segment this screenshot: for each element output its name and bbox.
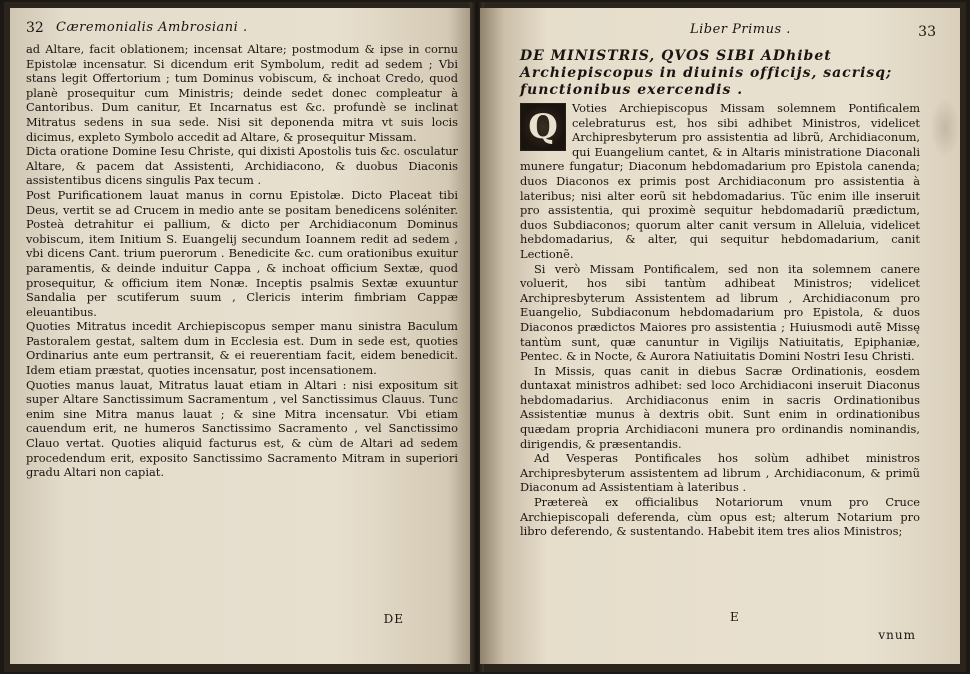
paragraph: Quoties Mitratus incedit Archiepiscopus semper manu sinistra Baculum Pastoralem gestat, saltem dum in Ecclesia est. Dum in sede est, quoties Ordinarius ante eum pertransit, & ei reuerentiam facit, eidem benedicit. Idem etiam præstat, quoties incensatur, post incensationem. xyxy=(26,319,458,378)
paragraph xyxy=(520,101,920,262)
right-catchword: vnum xyxy=(878,628,916,642)
left-running-title: Cæremonialis Ambrosiani . xyxy=(56,20,248,35)
right-page xyxy=(480,8,960,664)
paragraph: Post Purificationem lauat manus in cornu Epistolæ. Dicto Placeat tibi Deus, vertit se ad Crucem in medio ante se positam benedicens soléniter. Posteà detrahitur ei pallium, & dicto per Archidiaconum Dominus vobiscum, item Initium S. Euangelij secundum Ioannem redit ad sedem , vbi dicens Cant. trium puerorum . Benedicite &c. cum orationibus exuitur paramentis, & deinde induitur Cappa , & inchoat officium Sextæ, quod prosequitur, & officium item Nonæ. Inceptis psalmis Sextæ exuuntur Sandalia per scutiferum suum , Clericis interim fimbriam Cappæ eleuantibus. xyxy=(26,187,458,319)
paragraph-text: Voties Archiepiscopus Missam solemnem Pontificalem celebraturus est, hos sibi adhibet Ministros, videlicet Archipresbyterum pro assistentia ad librũ, Archidiaconum, qui Euangelium cantet, & in Altaris ministratione Diaconali munere fungatur; Diaconum hebdomadarium pro Epistola canenda; duos Diaconos ex primis post Archidiaconum pro assistentia à lateribus; nisi alter eorũ sit hebdomadarius. Tũc enim ille inseruit pro assistentia, qui proximè sequitur hebdomadariũ prædictum, duos Subdiaconos; quorum alter canit versum in Alleluia, videlicet hebdomadarius, & alter, qui sequitur hebdomadarium, canit Lectionẽ. xyxy=(520,101,920,261)
right-running-title: Liber Primus . xyxy=(690,22,791,37)
right-body-text xyxy=(520,101,920,539)
left-body-text xyxy=(26,42,458,480)
right-running-head xyxy=(520,18,936,42)
paragraph: Prætereà ex officialibus Notariorum vnum pro Cruce Archiepiscopali deferenda, cùm opus est; alterum Notarium pro libro deferendo, & sustentando. Habebit item tres alios Ministros; xyxy=(520,495,920,539)
chapter-title: DE MINISTRIS, QVOS SIBI ADhibet Archiepiscopus in diuinis officijs, sacrisq; functionibus exercendis . xyxy=(520,48,893,98)
paragraph: Dicta oratione Domine Iesu Christe, qui dixisti Apostolis tuis &c. osculatur Altare, & pacem dat Assistenti, Archidiacono, & duobus Diaconis assistentibus dicens singulis Pax tecum . xyxy=(26,144,458,188)
decorated-initial-letter: Q xyxy=(520,103,566,151)
left-page-number: 32 xyxy=(26,20,44,36)
paper-stain xyxy=(930,98,960,158)
paragraph: Si verò Missam Pontificalem, sed non ita solemnem canere voluerit, hos sibi tantùm adhibeat Ministros; videlicet Archipresbyterum Assistentem ad librum , Archidiaconum pro Euangelio, Subdiaconum hebdomadarium pro Epistola, & duos Diaconos prædictos Maiores pro assistentia ; Huiusmodi autẽ Missę tantùm sunt, quæ canuntur in Vigilijs Natiuitatis, Epiphaniæ, Pentec. & in Nocte, & Aurora Natiuitatis Domini Nostri Iesu Christi. xyxy=(520,261,920,364)
paragraph: ad Altare, facit oblationem; incensat Altare; postmodum & ipse in cornu Epistolæ incensatur. Si dicendum erit Symbolum, redit ad sedem ; Vbi stans legit Offertorium ; tum Dominus vobiscum, & inchoat Credo, quod planè prosequitur cum Ministris; deinde sedet donec compleatur à Cantoribus. Dum canitur, Et Incarnatus est &c. profundè se inclinat Mitratus sedens in sua sede. Nisi sit deponenda mitra vt suis locis dicimus, expleto Symbolo accedit ad Altare, & prosequitur Missam. xyxy=(26,42,458,144)
paragraph: Ad Vesperas Pontificales hos solùm adhibet ministros Archipresbyterum assistentem ad librum , Archidiaconum, & primũ Diaconum ad Assistentiam à lateribus . xyxy=(520,451,920,495)
right-page-number: 33 xyxy=(918,24,936,40)
left-catchword: DE xyxy=(383,612,404,626)
book-spread xyxy=(4,2,966,672)
left-running-head xyxy=(26,18,458,42)
paragraph: Quoties manus lauat, Mitratus lauat etiam in Altari : nisi expositum sit super Altare Sanctissimum Sacramentum , vel Sanctissimus Clauus. Tunc enim sine Mitra manus lauat ; & sine Mitra incensatur. Vbi etiam cauendum erit, ne humeros Sanctissimo Sacramento , vel Sanctissimo Clauo vertat. Quoties aliquid facturus est, & cùm de Altari ad sedem procedendum erit, exposito Sanctissimo Sacramento Mitram in superiori gradu Altari non capiat. xyxy=(26,377,458,480)
left-page xyxy=(10,8,476,664)
signature-mark: E xyxy=(730,610,739,624)
paragraph: In Missis, quas canit in diebus Sacræ Ordinationis, eosdem duntaxat ministros adhibet: sed loco Archidiaconi inseruit Diaconus hebdomadarius. Archidiaconus enim in sacris Ordinationibus Assistentiæ munus à dextris obit. Sunt enim in ordinationibus quædam propria Archidiaconi munera pro ordinandis nominandis, dirigendis, & præsentandis. xyxy=(520,363,920,451)
